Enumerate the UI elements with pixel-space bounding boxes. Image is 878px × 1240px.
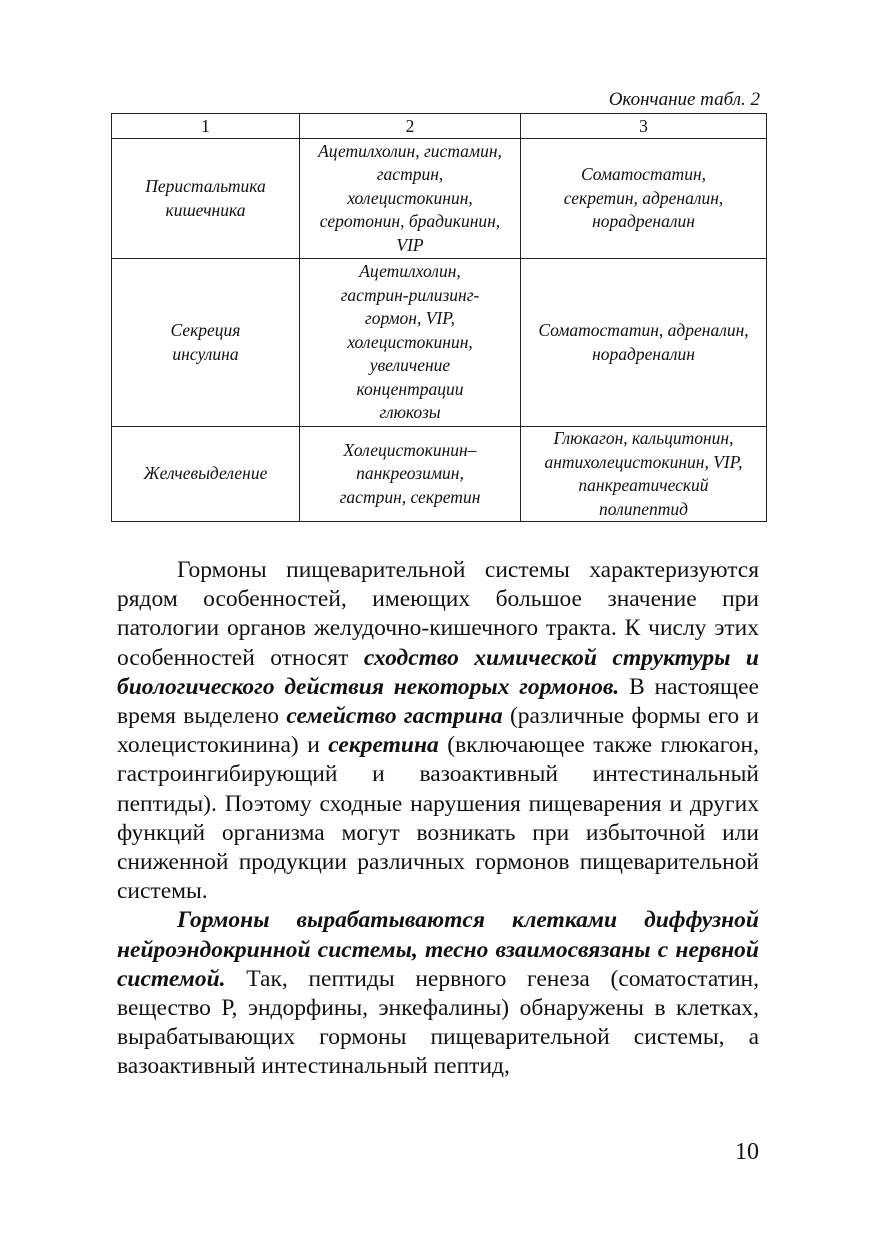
table-row — [112, 259, 767, 427]
table-row — [112, 139, 767, 259]
emphasis: семейство гастрина — [286, 703, 503, 730]
inhibitors-cell: Соматостатин, секретин, адреналин, норадреналин — [521, 139, 767, 259]
text-run: Так, пептиды нервного генеза (соматостатин, вещество Р, эндорфины, энкефалины) обнаружены в клетках, вырабатывающих гормоны пищеварительной системы, а вазоактивный интестинальный пептид, — [117, 965, 759, 1080]
inhibitors-cell: Глюкагон, кальцитонин, антихолецистокинин, VIP, панкреатический полипептид — [521, 427, 767, 522]
text-run: Гормоны пищеварительной системы характеризуются рядом особенностей, имеющих большое значение при патологии органов желудочно-кишечного тракта. К числу этих особенностей относят — [117, 557, 759, 671]
table-caption: Окончание табл. 2 — [608, 89, 760, 110]
stimulators-cell: Холецистокинин–панкреозимин, гастрин, секретин — [300, 427, 521, 522]
text-run: В настоящее время выделено — [117, 673, 759, 730]
stimulators-cell: Ацетилхолин, гастрин-рилизинг-гормон, VIP, холецистокинин, увеличение концентрации глюкозы — [300, 259, 521, 427]
process-cell: Перистальтика кишечника — [112, 139, 300, 259]
paragraph-1 — [117, 556, 759, 906]
column-header-2: 2 — [300, 114, 521, 139]
stimulators-cell: Ацетилхолин, гистамин, гастрин, холецистокинин, серотонин, брадикинин, VIP — [300, 139, 521, 259]
emphasis: сходство химической структуры и биологического действия некоторых гормонов. — [117, 644, 759, 700]
page-number: 10 — [735, 1139, 759, 1165]
emphasis: Гормоны вырабатываются клетками диффузной нейроэндокринной системы, тесно взаимосвязаны с нервной системой. — [117, 907, 759, 992]
hormone-table — [111, 113, 767, 522]
inhibitors-cell: Соматостатин, адреналин, норадреналин — [521, 259, 767, 427]
process-cell: Желчевыделение — [112, 427, 300, 522]
text-run: (включающее также глюкагон, гастроингибирующий и вазоактивный интестинальный пептиды). Поэтому сходные нарушения пищеварения и других функций организма могут возникать при избыточной или сниженной продукции различных гормонов пищеварительной системы. — [117, 732, 759, 905]
text-run: (различные формы его и холецистокинина) и — [117, 703, 759, 759]
body-text — [117, 556, 759, 1082]
table-row — [112, 427, 767, 522]
emphasis: секретина — [328, 732, 439, 759]
table-header-row — [112, 114, 767, 139]
column-header-1: 1 — [112, 114, 300, 139]
process-cell: Секреция инсулина — [112, 259, 300, 427]
paragraph-2 — [117, 906, 759, 1081]
column-header-3: 3 — [521, 114, 767, 139]
